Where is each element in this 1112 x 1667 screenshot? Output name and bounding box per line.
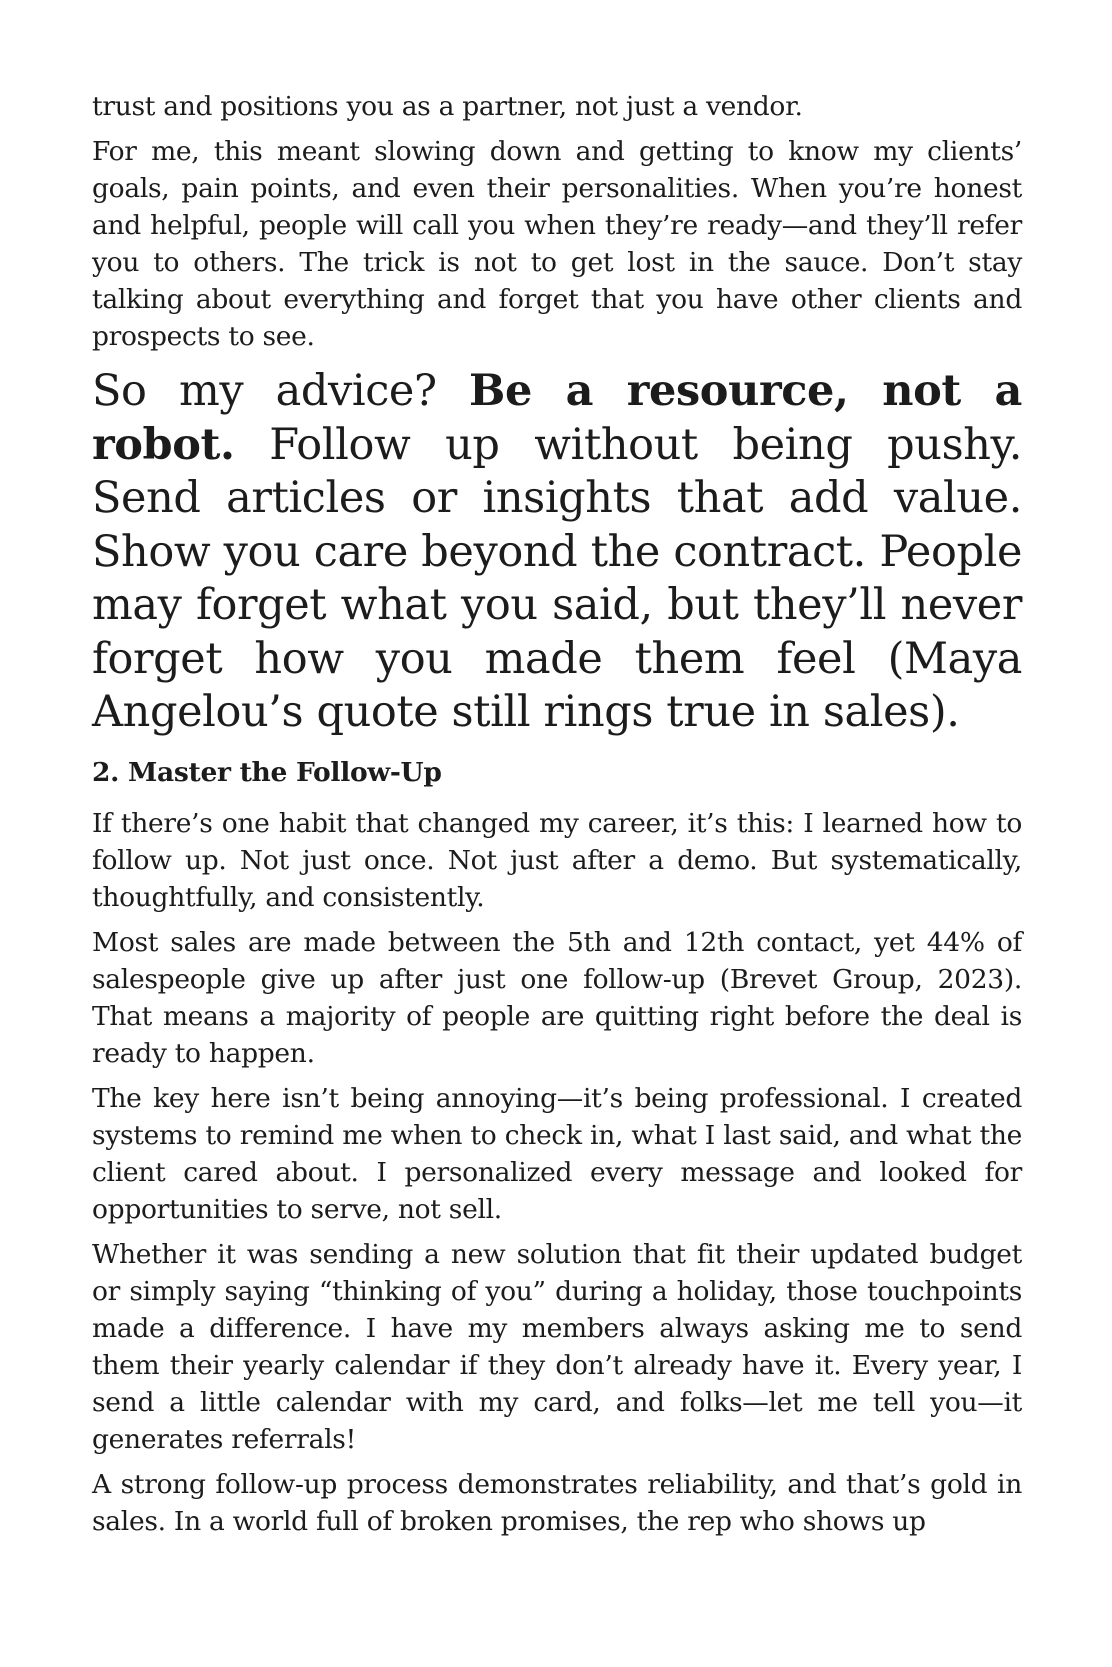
paragraph-statistics: Most sales are made between the 5th and 12th contact, yet 44% of salespeople give up after just one follow-up (Brevet Group, 2023). That means a majority of people are quitting right before the deal is ready to happen. <box>92 926 1022 1069</box>
pull-quote-advice <box>92 365 1022 740</box>
paragraph-continuation: trust and positions you as a partner, not just a vendor. <box>92 91 803 122</box>
pull-quote-rest: Follow up without being pushy. Send articles or insights that add value. Show you care beyond the contract. People may forget what you said, but they’ll never forget how you made them feel (Maya Angelou’s quote still rings true in sales). <box>92 419 1022 737</box>
pull-quote-lead: So my advice? <box>92 366 470 416</box>
paragraph-key-professional: The key here isn’t being annoying—it’s being professional. I created systems to remind me when to check in, what I last said, and what the client cared about. I personalized every message and looked for opportunities to serve, not sell. <box>92 1082 1022 1225</box>
document-page <box>92 88 1022 1548</box>
paragraph-one-habit: If there’s one habit that changed my career, it’s this: I learned how to follow up. Not just once. Not just after a demo. But systematically, thoughtfully, and consistently. <box>92 807 1022 913</box>
paragraph-reliability: A strong follow-up process demonstrates reliability, and that’s gold in sales. In a world full of broken promises, the rep who shows up <box>92 1468 1022 1537</box>
section-heading: 2. Master the Follow-Up <box>92 756 442 788</box>
paragraph-slowing-down: For me, this meant slowing down and getting to know my clients’ goals, pain points, and even their personalities. When you’re honest and helpful, people will call you when they’re ready—and they’ll refer you to others. The trick is not to get lost in the sauce. Don’t stay talking about everything and forget that you have other clients and prospects to see. <box>92 136 1022 352</box>
paragraph-touchpoints: Whether it was sending a new solution that fit their updated budget or simply saying “thinking of you” during a holiday, those touchpoints made a difference. I have my members always asking me to send them their yearly calendar if they don’t already have it. Every year, I send a little calendar with my card, and folks—let me tell you—it generates referrals! <box>92 1238 1022 1455</box>
pull-quote-bold: Be a resource, not a robot. <box>92 366 1022 470</box>
